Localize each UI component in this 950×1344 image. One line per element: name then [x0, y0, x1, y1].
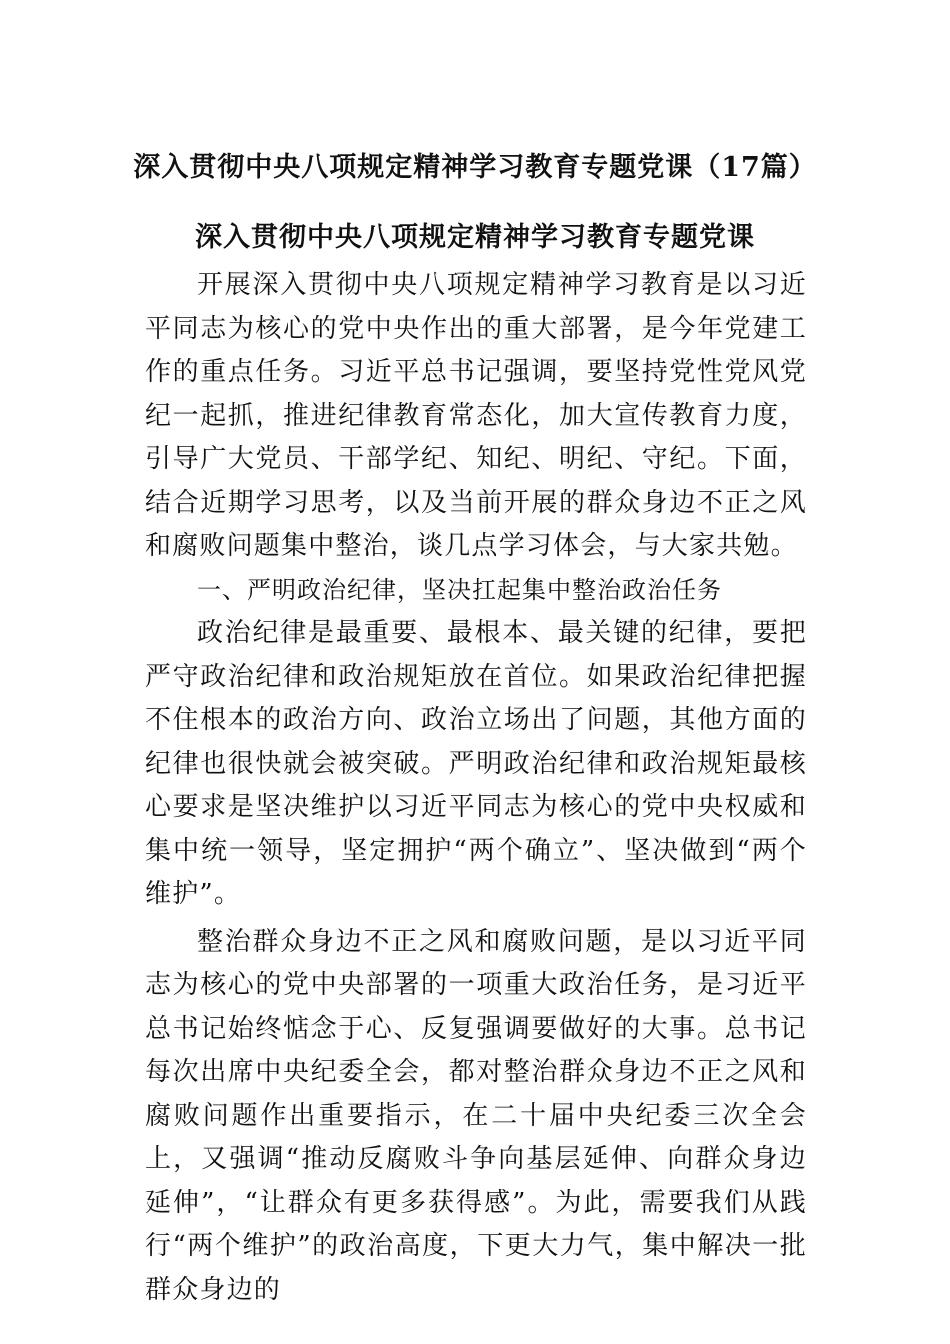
paragraph-political-discipline: 政治纪律是最重要、最根本、最关键的纪律，要把严守政治纪律和政治规矩放在首位。如果政治纪律把握不住根本的政治方向、政治立场出了问题，其他方面的纪律也很快就会被突破。严明政治纪律和政治规矩最核心要求是坚决维护以习近平同志为核心的党中央权威和集中统一领导，坚定拥护“两个确立”、坚决做到“两个维护”。 [145, 618, 807, 909]
paragraph-rectification: 整治群众身边不正之风和腐败问题，是以习近平同志为核心的党中央部署的一项重大政治任务，是习近平总书记始终惦念于心、反复强调要做好的大事。总书记每次出席中央纪委全会，都对整治群众身边不正之风和腐败问题作出重要指示，在二十届中央纪委三次全会上，又强调“推动反腐败斗争向基层延伸、向群众身边延伸”，“让群众有更多获得感”。为此，需要我们从践行“两个维护”的政治高度，下更大力气，集中解决一批群众身边的 [145, 926, 807, 1305]
section-heading-1: 一、严明政治纪律，坚决扛起集中整治政治任务 [197, 575, 722, 604]
document-body [145, 264, 807, 1312]
paragraph-intro: 开展深入贯彻中央八项规定精神学习教育是以习近平同志为核心的党中央作出的重大部署，是今年党建工作的重点任务。习近平总书记强调，要坚持党性党风党纪一起抓，推进纪律教育常态化，加大宣传教育力度，引导广大党员、干部学纪、知纪、明纪、守纪。下面，结合近期学习思考，以及当前开展的群众身边不正之风和腐败问题集中整治，谈几点学习体会，与大家共勉。 [145, 270, 807, 561]
main-title: 深入贯彻中央八项规定精神学习教育专题党课（17篇） [133, 152, 817, 183]
sub-title: 深入贯彻中央八项规定精神学习教育专题党课 [195, 222, 755, 253]
